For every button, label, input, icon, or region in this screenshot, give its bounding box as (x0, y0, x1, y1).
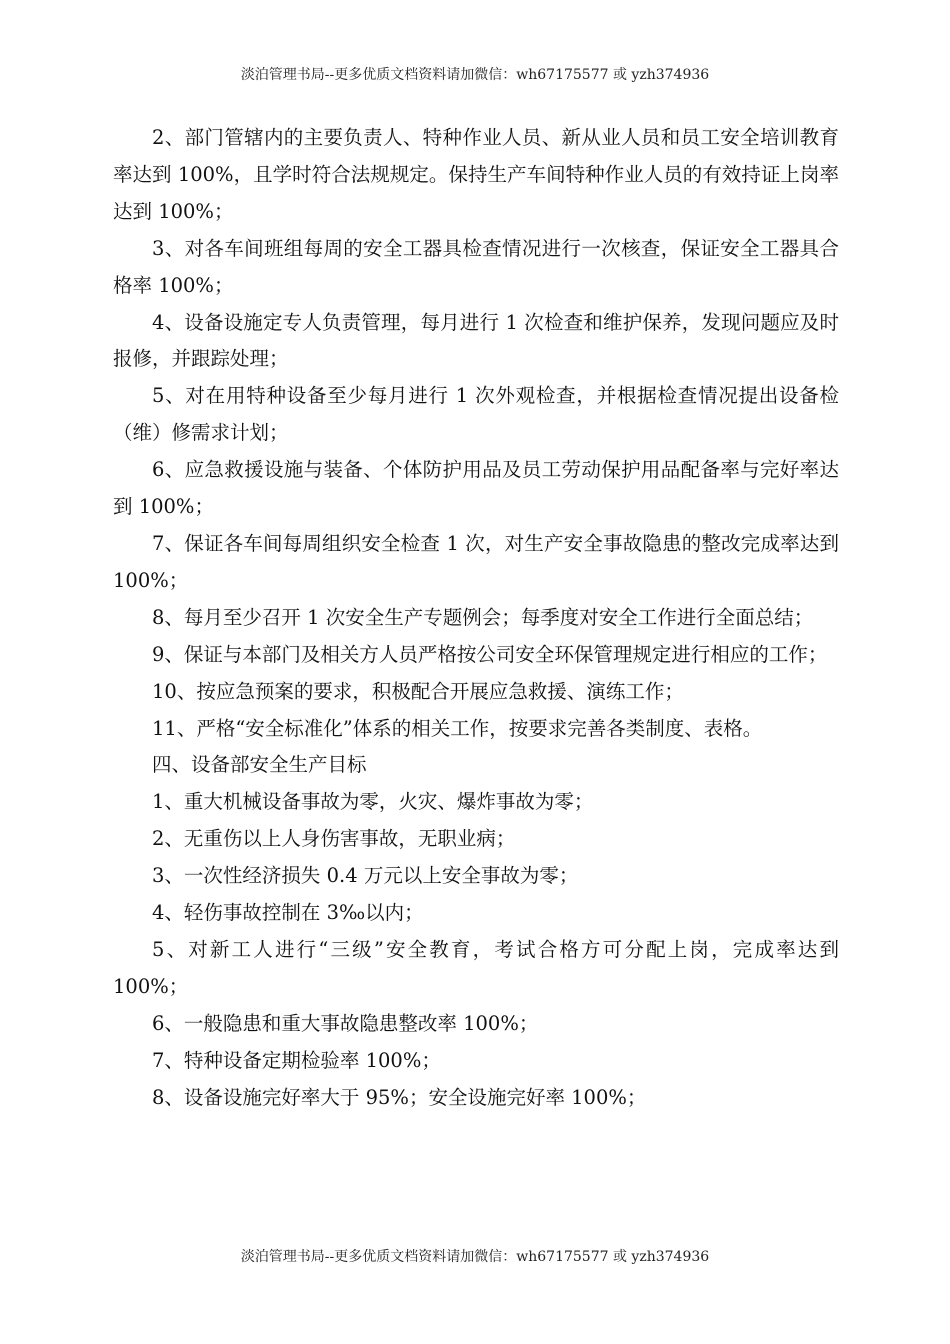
paragraph: 2、部门管辖内的主要负责人、特种作业人员、新从业人员和员工安全培训教育率达到 100%，且学时符合法规规定。保持生产车间特种作业人员的有效持证上岗率达到 100%； (113, 126, 839, 223)
paragraph: 3、对各车间班组每周的安全工器具检查情况进行一次核查，保证安全工器具合格率 100%； (113, 236, 839, 297)
paragraph: 2、无重伤以上人身伤害事故，无职业病； (152, 827, 516, 851)
section-heading: 四、设备部安全生产目标 (152, 753, 367, 777)
paragraph: 7、保证各车间每周组织安全检查 1 次，对生产安全事故隐患的整改完成率达到 100%； (113, 531, 839, 592)
paragraph: 1、重大机械设备事故为零，火灾、爆炸事故为零； (152, 790, 594, 814)
document-body (113, 120, 839, 1116)
paragraph: 7、特种设备定期检验率 100%； (152, 1048, 441, 1072)
paragraph: 11、严格“安全标准化”体系的相关工作，按要求完善各类制度、表格。 (152, 716, 763, 740)
paragraph: 8、每月至少召开 1 次安全生产专题例会；每季度对安全工作进行全面总结； (152, 605, 814, 629)
paragraph: 6、应急救援设施与装备、个体防护用品及员工劳动保护用品配备率与完好率达到 100%； (113, 458, 839, 519)
paragraph: 4、设备设施定专人负责管理，每月进行 1 次检查和维护保养，发现问题应及时报修，并跟踪处理； (113, 310, 839, 371)
paragraph: 8、设备设施完好率大于 95%；安全设施完好率 100%； (152, 1085, 647, 1109)
page-header-watermark: 淡泊管理书局--更多优质文档资料请加微信：wh67175577 或 yzh374936 (240, 67, 710, 83)
paragraph: 9、保证与本部门及相关方人员严格按公司安全环保管理规定进行相应的工作； (152, 642, 828, 666)
paragraph: 5、对新工人进行“三级”安全教育，考试合格方可分配上岗，完成率达到 100%； (113, 937, 839, 998)
paragraph: 4、轻伤事故控制在 3‰以内； (152, 901, 424, 925)
paragraph: 10、按应急预案的要求，积极配合开展应急救援、演练工作； (152, 679, 684, 703)
paragraph: 6、一般隐患和重大事故隐患整改率 100%； (152, 1011, 539, 1035)
page-footer-watermark: 淡泊管理书局--更多优质文档资料请加微信：wh67175577 或 yzh374936 (240, 1249, 710, 1265)
paragraph: 3、一次性经济损失 0.4 万元以上安全事故为零； (152, 864, 579, 888)
paragraph: 5、对在用特种设备至少每月进行 1 次外观检查，并根据检查情况提出设备检（维）修需求计划； (113, 384, 839, 445)
